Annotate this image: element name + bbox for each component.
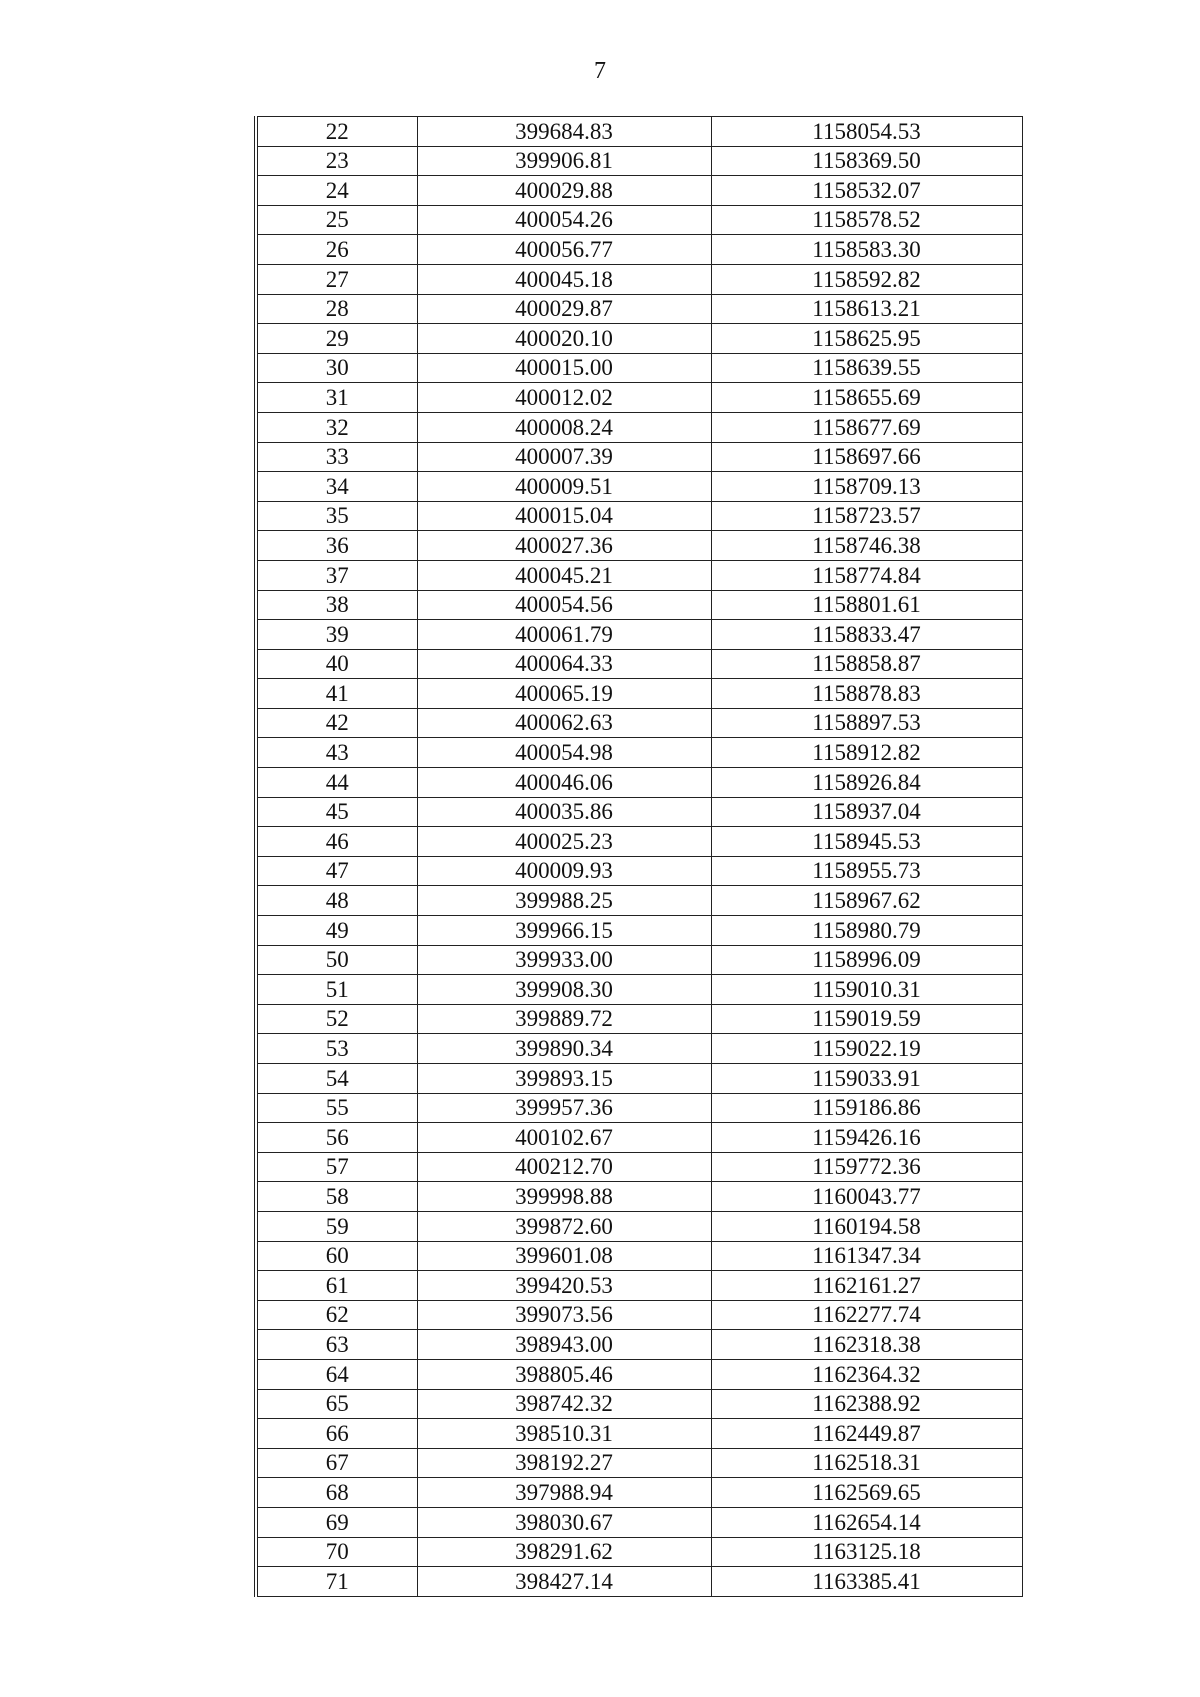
x-coordinate-cell: 400065.19 bbox=[417, 679, 711, 709]
table-row bbox=[256, 1093, 1022, 1123]
point-number-cell: 69 bbox=[256, 1507, 417, 1537]
point-number-cell: 38 bbox=[256, 590, 417, 620]
table-row bbox=[256, 708, 1022, 738]
point-number-cell: 28 bbox=[256, 294, 417, 324]
x-coordinate-cell: 400064.33 bbox=[417, 649, 711, 679]
x-coordinate-cell: 399957.36 bbox=[417, 1093, 711, 1123]
x-coordinate-cell: 399998.88 bbox=[417, 1182, 711, 1212]
point-number-cell: 31 bbox=[256, 383, 417, 413]
table-row bbox=[256, 1478, 1022, 1508]
point-number-cell: 24 bbox=[256, 176, 417, 206]
y-coordinate-cell: 1158723.57 bbox=[711, 501, 1022, 531]
table-row bbox=[256, 679, 1022, 709]
point-number-cell: 46 bbox=[256, 827, 417, 857]
y-coordinate-cell: 1158878.83 bbox=[711, 679, 1022, 709]
y-coordinate-cell: 1163385.41 bbox=[711, 1567, 1022, 1597]
point-number-cell: 49 bbox=[256, 916, 417, 946]
point-number-cell: 36 bbox=[256, 531, 417, 561]
table-row bbox=[256, 472, 1022, 502]
y-coordinate-cell: 1162388.92 bbox=[711, 1389, 1022, 1419]
y-coordinate-cell: 1158858.87 bbox=[711, 649, 1022, 679]
point-number-cell: 30 bbox=[256, 353, 417, 383]
table-row bbox=[256, 205, 1022, 235]
table-row bbox=[256, 501, 1022, 531]
point-number-cell: 23 bbox=[256, 146, 417, 176]
table-row bbox=[256, 1152, 1022, 1182]
x-coordinate-cell: 398510.31 bbox=[417, 1419, 711, 1449]
x-coordinate-cell: 399684.83 bbox=[417, 117, 711, 147]
point-number-cell: 35 bbox=[256, 501, 417, 531]
y-coordinate-cell: 1158639.55 bbox=[711, 353, 1022, 383]
y-coordinate-cell: 1162318.38 bbox=[711, 1330, 1022, 1360]
x-coordinate-cell: 400102.67 bbox=[417, 1123, 711, 1153]
table-row bbox=[256, 1211, 1022, 1241]
point-number-cell: 52 bbox=[256, 1004, 417, 1034]
point-number-cell: 45 bbox=[256, 797, 417, 827]
x-coordinate-cell: 399933.00 bbox=[417, 945, 711, 975]
point-number-cell: 68 bbox=[256, 1478, 417, 1508]
y-coordinate-cell: 1162161.27 bbox=[711, 1271, 1022, 1301]
table-row bbox=[256, 1300, 1022, 1330]
table-row bbox=[256, 856, 1022, 886]
x-coordinate-cell: 400045.21 bbox=[417, 560, 711, 590]
x-coordinate-cell: 397988.94 bbox=[417, 1478, 711, 1508]
table-row bbox=[256, 353, 1022, 383]
table-row bbox=[256, 442, 1022, 472]
x-coordinate-cell: 398192.27 bbox=[417, 1448, 711, 1478]
table-row bbox=[256, 886, 1022, 916]
table-row bbox=[256, 1359, 1022, 1389]
point-number-cell: 71 bbox=[256, 1567, 417, 1597]
table-row bbox=[256, 1123, 1022, 1153]
x-coordinate-cell: 399906.81 bbox=[417, 146, 711, 176]
y-coordinate-cell: 1159426.16 bbox=[711, 1123, 1022, 1153]
page-number: 7 bbox=[594, 58, 606, 84]
point-number-cell: 42 bbox=[256, 708, 417, 738]
y-coordinate-cell: 1159010.31 bbox=[711, 975, 1022, 1005]
y-coordinate-cell: 1158054.53 bbox=[711, 117, 1022, 147]
table-row bbox=[256, 146, 1022, 176]
table-row bbox=[256, 117, 1022, 147]
y-coordinate-cell: 1158697.66 bbox=[711, 442, 1022, 472]
table-row bbox=[256, 1241, 1022, 1271]
point-number-cell: 39 bbox=[256, 620, 417, 650]
table-row bbox=[256, 1034, 1022, 1064]
point-number-cell: 59 bbox=[256, 1211, 417, 1241]
table-row bbox=[256, 235, 1022, 265]
point-number-cell: 22 bbox=[256, 117, 417, 147]
x-coordinate-cell: 400054.56 bbox=[417, 590, 711, 620]
point-number-cell: 67 bbox=[256, 1448, 417, 1478]
coordinates-table bbox=[254, 116, 1023, 1597]
y-coordinate-cell: 1162569.65 bbox=[711, 1478, 1022, 1508]
point-number-cell: 47 bbox=[256, 856, 417, 886]
point-number-cell: 34 bbox=[256, 472, 417, 502]
y-coordinate-cell: 1158746.38 bbox=[711, 531, 1022, 561]
table-row bbox=[256, 768, 1022, 798]
table-row bbox=[256, 1064, 1022, 1094]
y-coordinate-cell: 1163125.18 bbox=[711, 1537, 1022, 1567]
x-coordinate-cell: 400045.18 bbox=[417, 264, 711, 294]
table-row bbox=[256, 738, 1022, 768]
y-coordinate-cell: 1158774.84 bbox=[711, 560, 1022, 590]
y-coordinate-cell: 1159186.86 bbox=[711, 1093, 1022, 1123]
table-row bbox=[256, 1507, 1022, 1537]
table-row bbox=[256, 1271, 1022, 1301]
point-number-cell: 63 bbox=[256, 1330, 417, 1360]
x-coordinate-cell: 398030.67 bbox=[417, 1507, 711, 1537]
x-coordinate-cell: 399966.15 bbox=[417, 916, 711, 946]
x-coordinate-cell: 398427.14 bbox=[417, 1567, 711, 1597]
y-coordinate-cell: 1162449.87 bbox=[711, 1419, 1022, 1449]
table-row bbox=[256, 590, 1022, 620]
point-number-cell: 60 bbox=[256, 1241, 417, 1271]
x-coordinate-cell: 400056.77 bbox=[417, 235, 711, 265]
point-number-cell: 64 bbox=[256, 1359, 417, 1389]
table-row bbox=[256, 1567, 1022, 1597]
point-number-cell: 55 bbox=[256, 1093, 417, 1123]
table-row bbox=[256, 649, 1022, 679]
table-row bbox=[256, 264, 1022, 294]
table-row bbox=[256, 383, 1022, 413]
x-coordinate-cell: 400054.98 bbox=[417, 738, 711, 768]
table-row bbox=[256, 1448, 1022, 1478]
point-number-cell: 44 bbox=[256, 768, 417, 798]
table-row bbox=[256, 975, 1022, 1005]
table-row bbox=[256, 176, 1022, 206]
x-coordinate-cell: 400035.86 bbox=[417, 797, 711, 827]
y-coordinate-cell: 1160043.77 bbox=[711, 1182, 1022, 1212]
point-number-cell: 33 bbox=[256, 442, 417, 472]
table-row bbox=[256, 294, 1022, 324]
y-coordinate-cell: 1158937.04 bbox=[711, 797, 1022, 827]
x-coordinate-cell: 399908.30 bbox=[417, 975, 711, 1005]
x-coordinate-cell: 400015.04 bbox=[417, 501, 711, 531]
y-coordinate-cell: 1158625.95 bbox=[711, 324, 1022, 354]
point-number-cell: 48 bbox=[256, 886, 417, 916]
point-number-cell: 61 bbox=[256, 1271, 417, 1301]
y-coordinate-cell: 1158709.13 bbox=[711, 472, 1022, 502]
table-row bbox=[256, 560, 1022, 590]
point-number-cell: 37 bbox=[256, 560, 417, 590]
table-row bbox=[256, 620, 1022, 650]
x-coordinate-cell: 399872.60 bbox=[417, 1211, 711, 1241]
y-coordinate-cell: 1158532.07 bbox=[711, 176, 1022, 206]
table-row bbox=[256, 945, 1022, 975]
x-coordinate-cell: 398291.62 bbox=[417, 1537, 711, 1567]
point-number-cell: 53 bbox=[256, 1034, 417, 1064]
point-number-cell: 70 bbox=[256, 1537, 417, 1567]
y-coordinate-cell: 1158369.50 bbox=[711, 146, 1022, 176]
point-number-cell: 43 bbox=[256, 738, 417, 768]
table-row bbox=[256, 797, 1022, 827]
table-row bbox=[256, 1330, 1022, 1360]
y-coordinate-cell: 1158912.82 bbox=[711, 738, 1022, 768]
x-coordinate-cell: 400061.79 bbox=[417, 620, 711, 650]
x-coordinate-cell: 400054.26 bbox=[417, 205, 711, 235]
x-coordinate-cell: 399893.15 bbox=[417, 1064, 711, 1094]
y-coordinate-cell: 1158980.79 bbox=[711, 916, 1022, 946]
y-coordinate-cell: 1158996.09 bbox=[711, 945, 1022, 975]
y-coordinate-cell: 1162654.14 bbox=[711, 1507, 1022, 1537]
point-number-cell: 57 bbox=[256, 1152, 417, 1182]
point-number-cell: 27 bbox=[256, 264, 417, 294]
point-number-cell: 51 bbox=[256, 975, 417, 1005]
y-coordinate-cell: 1158833.47 bbox=[711, 620, 1022, 650]
x-coordinate-cell: 400062.63 bbox=[417, 708, 711, 738]
table-row bbox=[256, 916, 1022, 946]
y-coordinate-cell: 1159019.59 bbox=[711, 1004, 1022, 1034]
y-coordinate-cell: 1160194.58 bbox=[711, 1211, 1022, 1241]
x-coordinate-cell: 399988.25 bbox=[417, 886, 711, 916]
x-coordinate-cell: 400007.39 bbox=[417, 442, 711, 472]
y-coordinate-cell: 1158801.61 bbox=[711, 590, 1022, 620]
point-number-cell: 62 bbox=[256, 1300, 417, 1330]
table-row bbox=[256, 1004, 1022, 1034]
y-coordinate-cell: 1158955.73 bbox=[711, 856, 1022, 886]
y-coordinate-cell: 1158926.84 bbox=[711, 768, 1022, 798]
y-coordinate-cell: 1162277.74 bbox=[711, 1300, 1022, 1330]
y-coordinate-cell: 1158945.53 bbox=[711, 827, 1022, 857]
y-coordinate-cell: 1162518.31 bbox=[711, 1448, 1022, 1478]
point-number-cell: 40 bbox=[256, 649, 417, 679]
y-coordinate-cell: 1158583.30 bbox=[711, 235, 1022, 265]
x-coordinate-cell: 400025.23 bbox=[417, 827, 711, 857]
x-coordinate-cell: 400029.87 bbox=[417, 294, 711, 324]
point-number-cell: 32 bbox=[256, 412, 417, 442]
x-coordinate-cell: 398742.32 bbox=[417, 1389, 711, 1419]
x-coordinate-cell: 400020.10 bbox=[417, 324, 711, 354]
x-coordinate-cell: 400029.88 bbox=[417, 176, 711, 206]
table-row bbox=[256, 1419, 1022, 1449]
x-coordinate-cell: 400009.93 bbox=[417, 856, 711, 886]
x-coordinate-cell: 400212.70 bbox=[417, 1152, 711, 1182]
x-coordinate-cell: 400012.02 bbox=[417, 383, 711, 413]
point-number-cell: 41 bbox=[256, 679, 417, 709]
x-coordinate-cell: 399889.72 bbox=[417, 1004, 711, 1034]
x-coordinate-cell: 398943.00 bbox=[417, 1330, 711, 1360]
point-number-cell: 25 bbox=[256, 205, 417, 235]
y-coordinate-cell: 1158655.69 bbox=[711, 383, 1022, 413]
y-coordinate-cell: 1158578.52 bbox=[711, 205, 1022, 235]
coordinates-table-body bbox=[256, 117, 1022, 1597]
point-number-cell: 54 bbox=[256, 1064, 417, 1094]
point-number-cell: 26 bbox=[256, 235, 417, 265]
table-row bbox=[256, 1537, 1022, 1567]
point-number-cell: 58 bbox=[256, 1182, 417, 1212]
y-coordinate-cell: 1159033.91 bbox=[711, 1064, 1022, 1094]
table-row bbox=[256, 1182, 1022, 1212]
y-coordinate-cell: 1162364.32 bbox=[711, 1359, 1022, 1389]
x-coordinate-cell: 399073.56 bbox=[417, 1300, 711, 1330]
y-coordinate-cell: 1158613.21 bbox=[711, 294, 1022, 324]
x-coordinate-cell: 400008.24 bbox=[417, 412, 711, 442]
x-coordinate-cell: 400027.36 bbox=[417, 531, 711, 561]
y-coordinate-cell: 1158967.62 bbox=[711, 886, 1022, 916]
y-coordinate-cell: 1158592.82 bbox=[711, 264, 1022, 294]
x-coordinate-cell: 400046.06 bbox=[417, 768, 711, 798]
x-coordinate-cell: 400015.00 bbox=[417, 353, 711, 383]
point-number-cell: 50 bbox=[256, 945, 417, 975]
y-coordinate-cell: 1159022.19 bbox=[711, 1034, 1022, 1064]
point-number-cell: 65 bbox=[256, 1389, 417, 1419]
y-coordinate-cell: 1161347.34 bbox=[711, 1241, 1022, 1271]
x-coordinate-cell: 399420.53 bbox=[417, 1271, 711, 1301]
y-coordinate-cell: 1159772.36 bbox=[711, 1152, 1022, 1182]
x-coordinate-cell: 399601.08 bbox=[417, 1241, 711, 1271]
y-coordinate-cell: 1158897.53 bbox=[711, 708, 1022, 738]
point-number-cell: 29 bbox=[256, 324, 417, 354]
table-row bbox=[256, 1389, 1022, 1419]
table-row bbox=[256, 531, 1022, 561]
table-row bbox=[256, 412, 1022, 442]
table-row bbox=[256, 827, 1022, 857]
x-coordinate-cell: 399890.34 bbox=[417, 1034, 711, 1064]
y-coordinate-cell: 1158677.69 bbox=[711, 412, 1022, 442]
point-number-cell: 56 bbox=[256, 1123, 417, 1153]
table-row bbox=[256, 324, 1022, 354]
point-number-cell: 66 bbox=[256, 1419, 417, 1449]
x-coordinate-cell: 400009.51 bbox=[417, 472, 711, 502]
x-coordinate-cell: 398805.46 bbox=[417, 1359, 711, 1389]
